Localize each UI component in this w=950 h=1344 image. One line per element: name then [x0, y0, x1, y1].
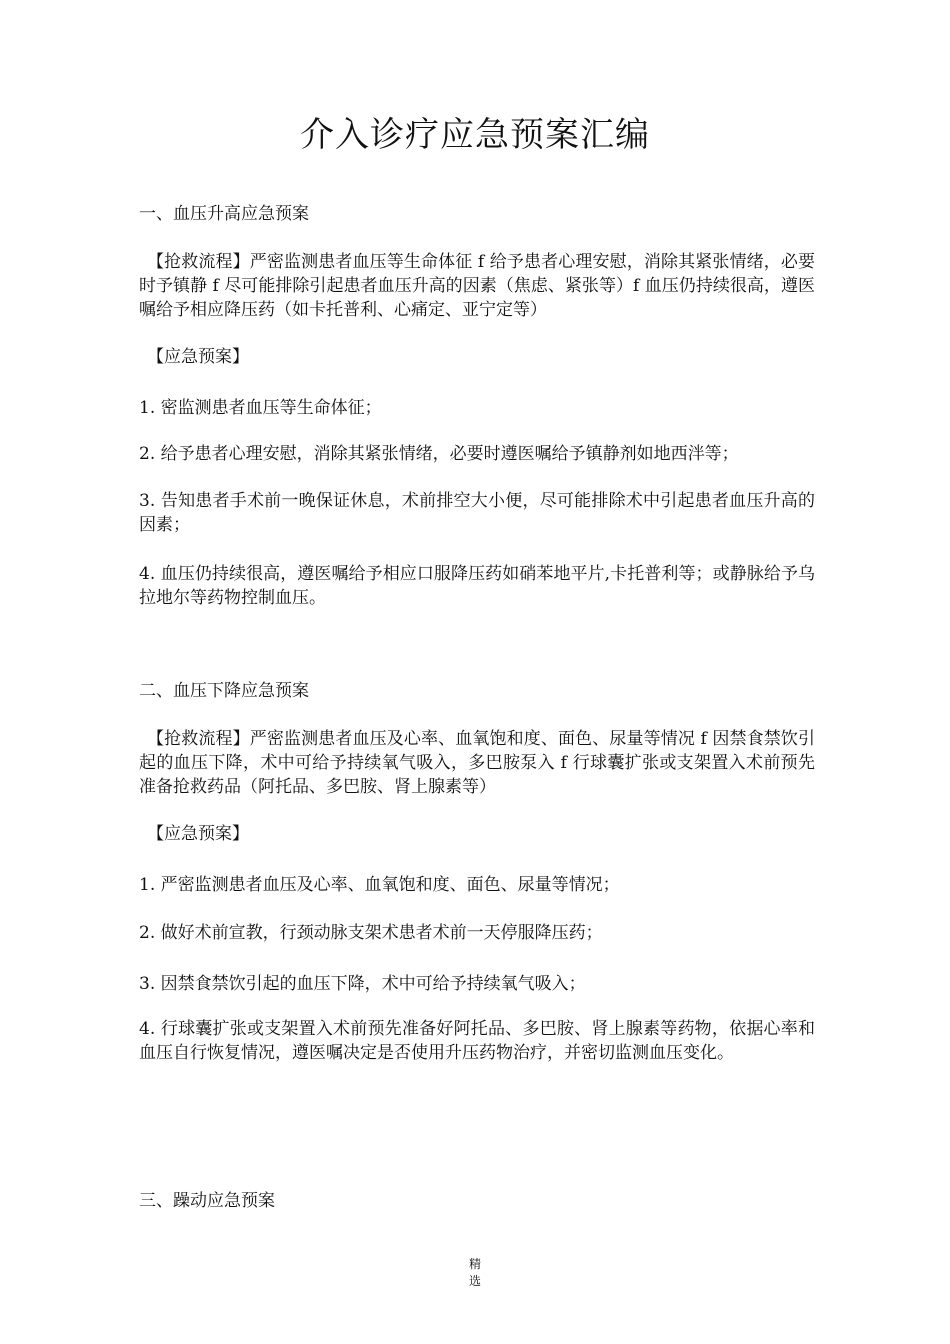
section-1-plan-label: 【应急预案】	[147, 347, 249, 367]
section-2-flow: 【抢救流程】严密监测患者血压及心率、血氧饱和度、面色、尿量等情况 f 因禁食禁饮引起的血压下降，术中可给予持续氧气吸入，多巴胺泵入 f 行球囊扩张或支架置入术前预先准备抢救药品（阿托品、多巴胺、肾上腺素等）	[139, 729, 815, 797]
footer-char-1: 精	[468, 1257, 481, 1271]
section-3-heading: 三、躁动应急预案	[139, 1191, 275, 1211]
section-1-heading: 一、血压升高应急预案	[139, 204, 309, 224]
document-title: 介入诊疗应急预案汇编	[300, 115, 650, 155]
section-2-item-4: 4. 行球囊扩张或支架置入术前预先准备好阿托品、多巴胺、肾上腺素等药物，依据心率和血压自行恢复情况，遵医嘱决定是否使用升压药物治疗，并密切监测血压变化。	[139, 1019, 815, 1063]
section-1-item-1: 1. 密监测患者血压等生命体征；	[139, 398, 382, 418]
footer-char-2: 选	[468, 1274, 481, 1288]
section-1-item-2: 2. 给予患者心理安慰，消除其紧张情绪，必要时遵医嘱给予镇静剂如地西泮等；	[139, 444, 739, 464]
section-1-flow: 【抢救流程】严密监测患者血压等生命体征 f 给予患者心理安慰，消除其紧张情绪，必要时予镇静 f 尽可能排除引起患者血压升高的因素（焦虑、紧张等）f 血压仍持续很高，遵医嘱给予相应降压药（如卡托普利、心痛定、亚宁定等）	[139, 252, 815, 320]
section-1-item-3: 3. 告知患者手术前一晚保证休息，术前排空大小便，尽可能排除术中引起患者血压升高的因素；	[139, 491, 815, 535]
page-footer	[0, 1256, 950, 1290]
section-2-item-3: 3. 因禁食禁饮引起的血压下降，术中可给予持续氧气吸入；	[139, 974, 586, 994]
section-2-plan-label: 【应急预案】	[147, 824, 249, 844]
section-1-item-4: 4. 血压仍持续很高，遵医嘱给予相应口服降压药如硝苯地平片,卡托普利等；或静脉给予乌拉地尔等药物控制血压。	[139, 564, 815, 608]
section-2-item-1: 1. 严密监测患者血压及心率、血氧饱和度、面色、尿量等情况；	[139, 875, 620, 895]
section-2-item-2: 2. 做好术前宣教，行颈动脉支架术患者术前一天停服降压药；	[139, 923, 603, 943]
section-2-heading: 二、血压下降应急预案	[139, 681, 309, 701]
